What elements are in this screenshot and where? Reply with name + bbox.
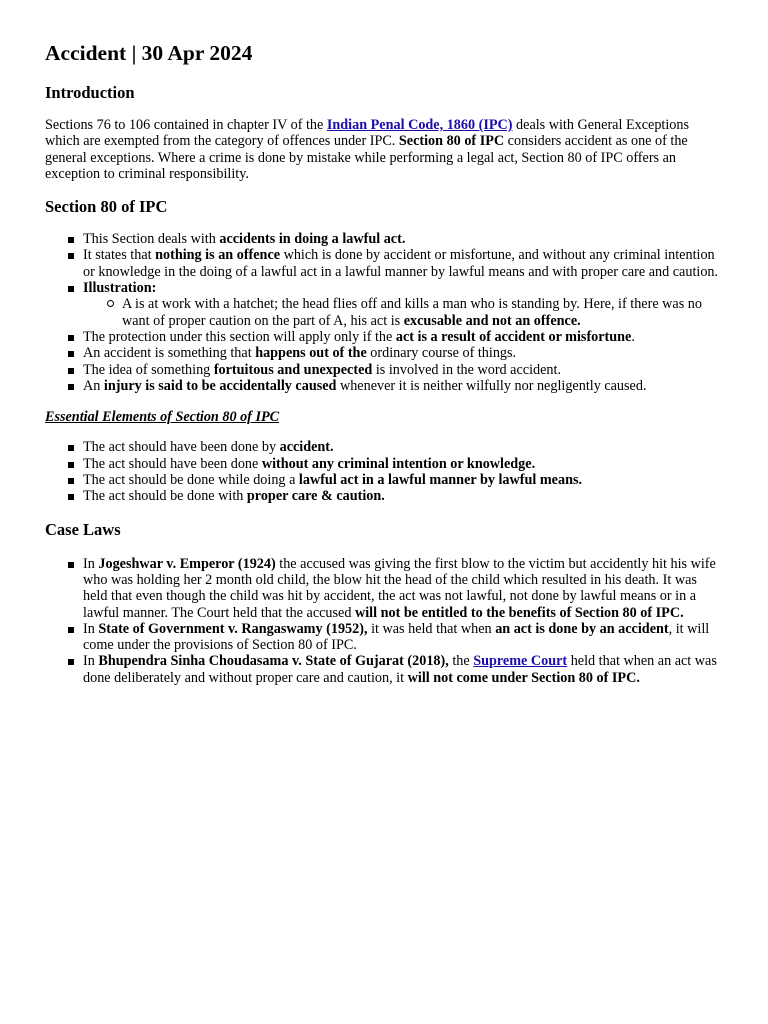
intro-bold-section80: Section 80 of IPC: [398, 133, 505, 150]
intro-text-1: Sections 76 to 106 contained in chapter IV of the: [45, 117, 327, 133]
text: This Section deals with: [83, 231, 220, 248]
text: the accused was giving the first blow to the victim but accidently hit his wife who was holding her 2 month old child, the blow hit the head of the child which resulted in his death. It was held that even though the child was hit by accident, the act was not lawful, not done by lawful means or in a lawful manner. The Court held that the accused: [83, 555, 716, 621]
text: which is done by accident or misfortune, and without any criminal intention or knowledge in the doing of a lawful act in a lawful manner by lawful means and with proper care and caution.: [83, 247, 719, 280]
list-item: [83, 488, 724, 504]
page-title: Accident | 30 Apr 2024: [45, 41, 253, 65]
bold-text: nothing is an offence: [155, 247, 281, 264]
list-item: [122, 296, 724, 329]
case-name: State of Government v. Rangaswamy (1952),: [98, 620, 368, 637]
text: The act should have been done: [83, 455, 262, 472]
text: , it will come under the provisions of Section 80 of IPC.: [83, 620, 710, 654]
bold-text: injury is said to be accidentally caused: [103, 377, 337, 394]
list-item: [83, 556, 724, 621]
text: held that when an act was done deliberately and without proper care and caution, it: [83, 653, 717, 686]
illustration-label: Illustration:: [83, 280, 157, 297]
text: is involved in the word accident.: [372, 361, 561, 378]
bold-text: act is a result of accident or misfortune: [395, 328, 632, 345]
section80-list: [45, 231, 724, 394]
text: In: [83, 653, 99, 670]
list-item: [83, 621, 724, 654]
essential-elements-list: [45, 439, 724, 504]
text: ordinary course of things.: [366, 345, 517, 362]
text: the: [448, 653, 474, 670]
list-item: [83, 345, 724, 361]
bold-text: excusable and not an offence.: [403, 312, 581, 329]
list-item: [83, 439, 724, 455]
supreme-court-link[interactable]: Supreme Court: [473, 653, 568, 670]
bold-text: will not be entitled to the benefits of Section 80 of IPC.: [354, 604, 684, 621]
introduction-paragraph: [45, 117, 724, 182]
text: An: [83, 377, 104, 394]
bold-text: accident.: [279, 439, 334, 456]
text: In: [83, 555, 99, 572]
list-item: [83, 653, 724, 686]
list-item: [83, 362, 724, 378]
ipc-link[interactable]: Indian Penal Code, 1860 (IPC): [326, 117, 513, 133]
essential-elements-heading: Essential Elements of Section 80 of IPC: [45, 409, 280, 426]
list-item: [83, 329, 724, 345]
bold-text: happens out of the: [255, 345, 367, 362]
list-item: [83, 280, 724, 329]
list-item: [83, 378, 724, 394]
text: An accident is something that: [83, 345, 256, 362]
bold-text: will not come under Section 80 of IPC.: [407, 669, 640, 686]
text: The act should be done while doing a: [83, 472, 299, 489]
intro-text-2: deals with General Exceptions which are exempted from the category of offences under IPC.: [45, 117, 689, 150]
introduction-heading: Introduction: [45, 83, 135, 102]
bold-text: fortuitous and unexpected: [213, 361, 373, 378]
intro-text-3: considers accident as one of the general exceptions. Where a crime is done by mistake while performing a legal act, Section 80 of IPC offers an exception to criminal responsibility.: [45, 133, 688, 182]
text: whenever it is neither wilfully nor negligently caused.: [336, 377, 647, 394]
bold-text: proper care & caution.: [246, 488, 385, 505]
list-item: [83, 231, 724, 247]
list-item: [83, 456, 724, 472]
case-name: Jogeshwar v. Emperor (1924): [98, 555, 276, 572]
list-item: [83, 247, 724, 280]
text: The protection under this section will apply only if the: [83, 328, 396, 345]
text: The act should have been done by: [83, 439, 280, 456]
illustration-sublist: [83, 296, 724, 329]
bold-text: an act is done by an accident: [495, 620, 669, 637]
bold-text: without any criminal intention or knowledge.: [261, 455, 536, 472]
text: .: [631, 328, 635, 345]
list-item: [83, 472, 724, 488]
case-laws-list: [45, 556, 724, 686]
text: It states that: [83, 247, 156, 264]
bold-text: lawful act in a lawful manner by lawful means.: [298, 472, 583, 489]
text: The idea of something: [83, 361, 214, 378]
text: it was held that when: [367, 620, 496, 637]
text: In: [83, 620, 99, 637]
section80-heading: Section 80 of IPC: [45, 197, 168, 217]
case-name: Bhupendra Sinha Choudasama v. State of Gujarat (2018),: [98, 653, 449, 670]
bold-text: accidents in doing a lawful act.: [219, 231, 406, 248]
text: A is at work with a hatchet; the head flies off and kills a man who is standing by. Here, if there was no want of proper caution on the part of A, his act is: [122, 296, 702, 329]
text: The act should be done with: [83, 488, 247, 505]
case-laws-heading: Case Laws: [45, 519, 121, 539]
